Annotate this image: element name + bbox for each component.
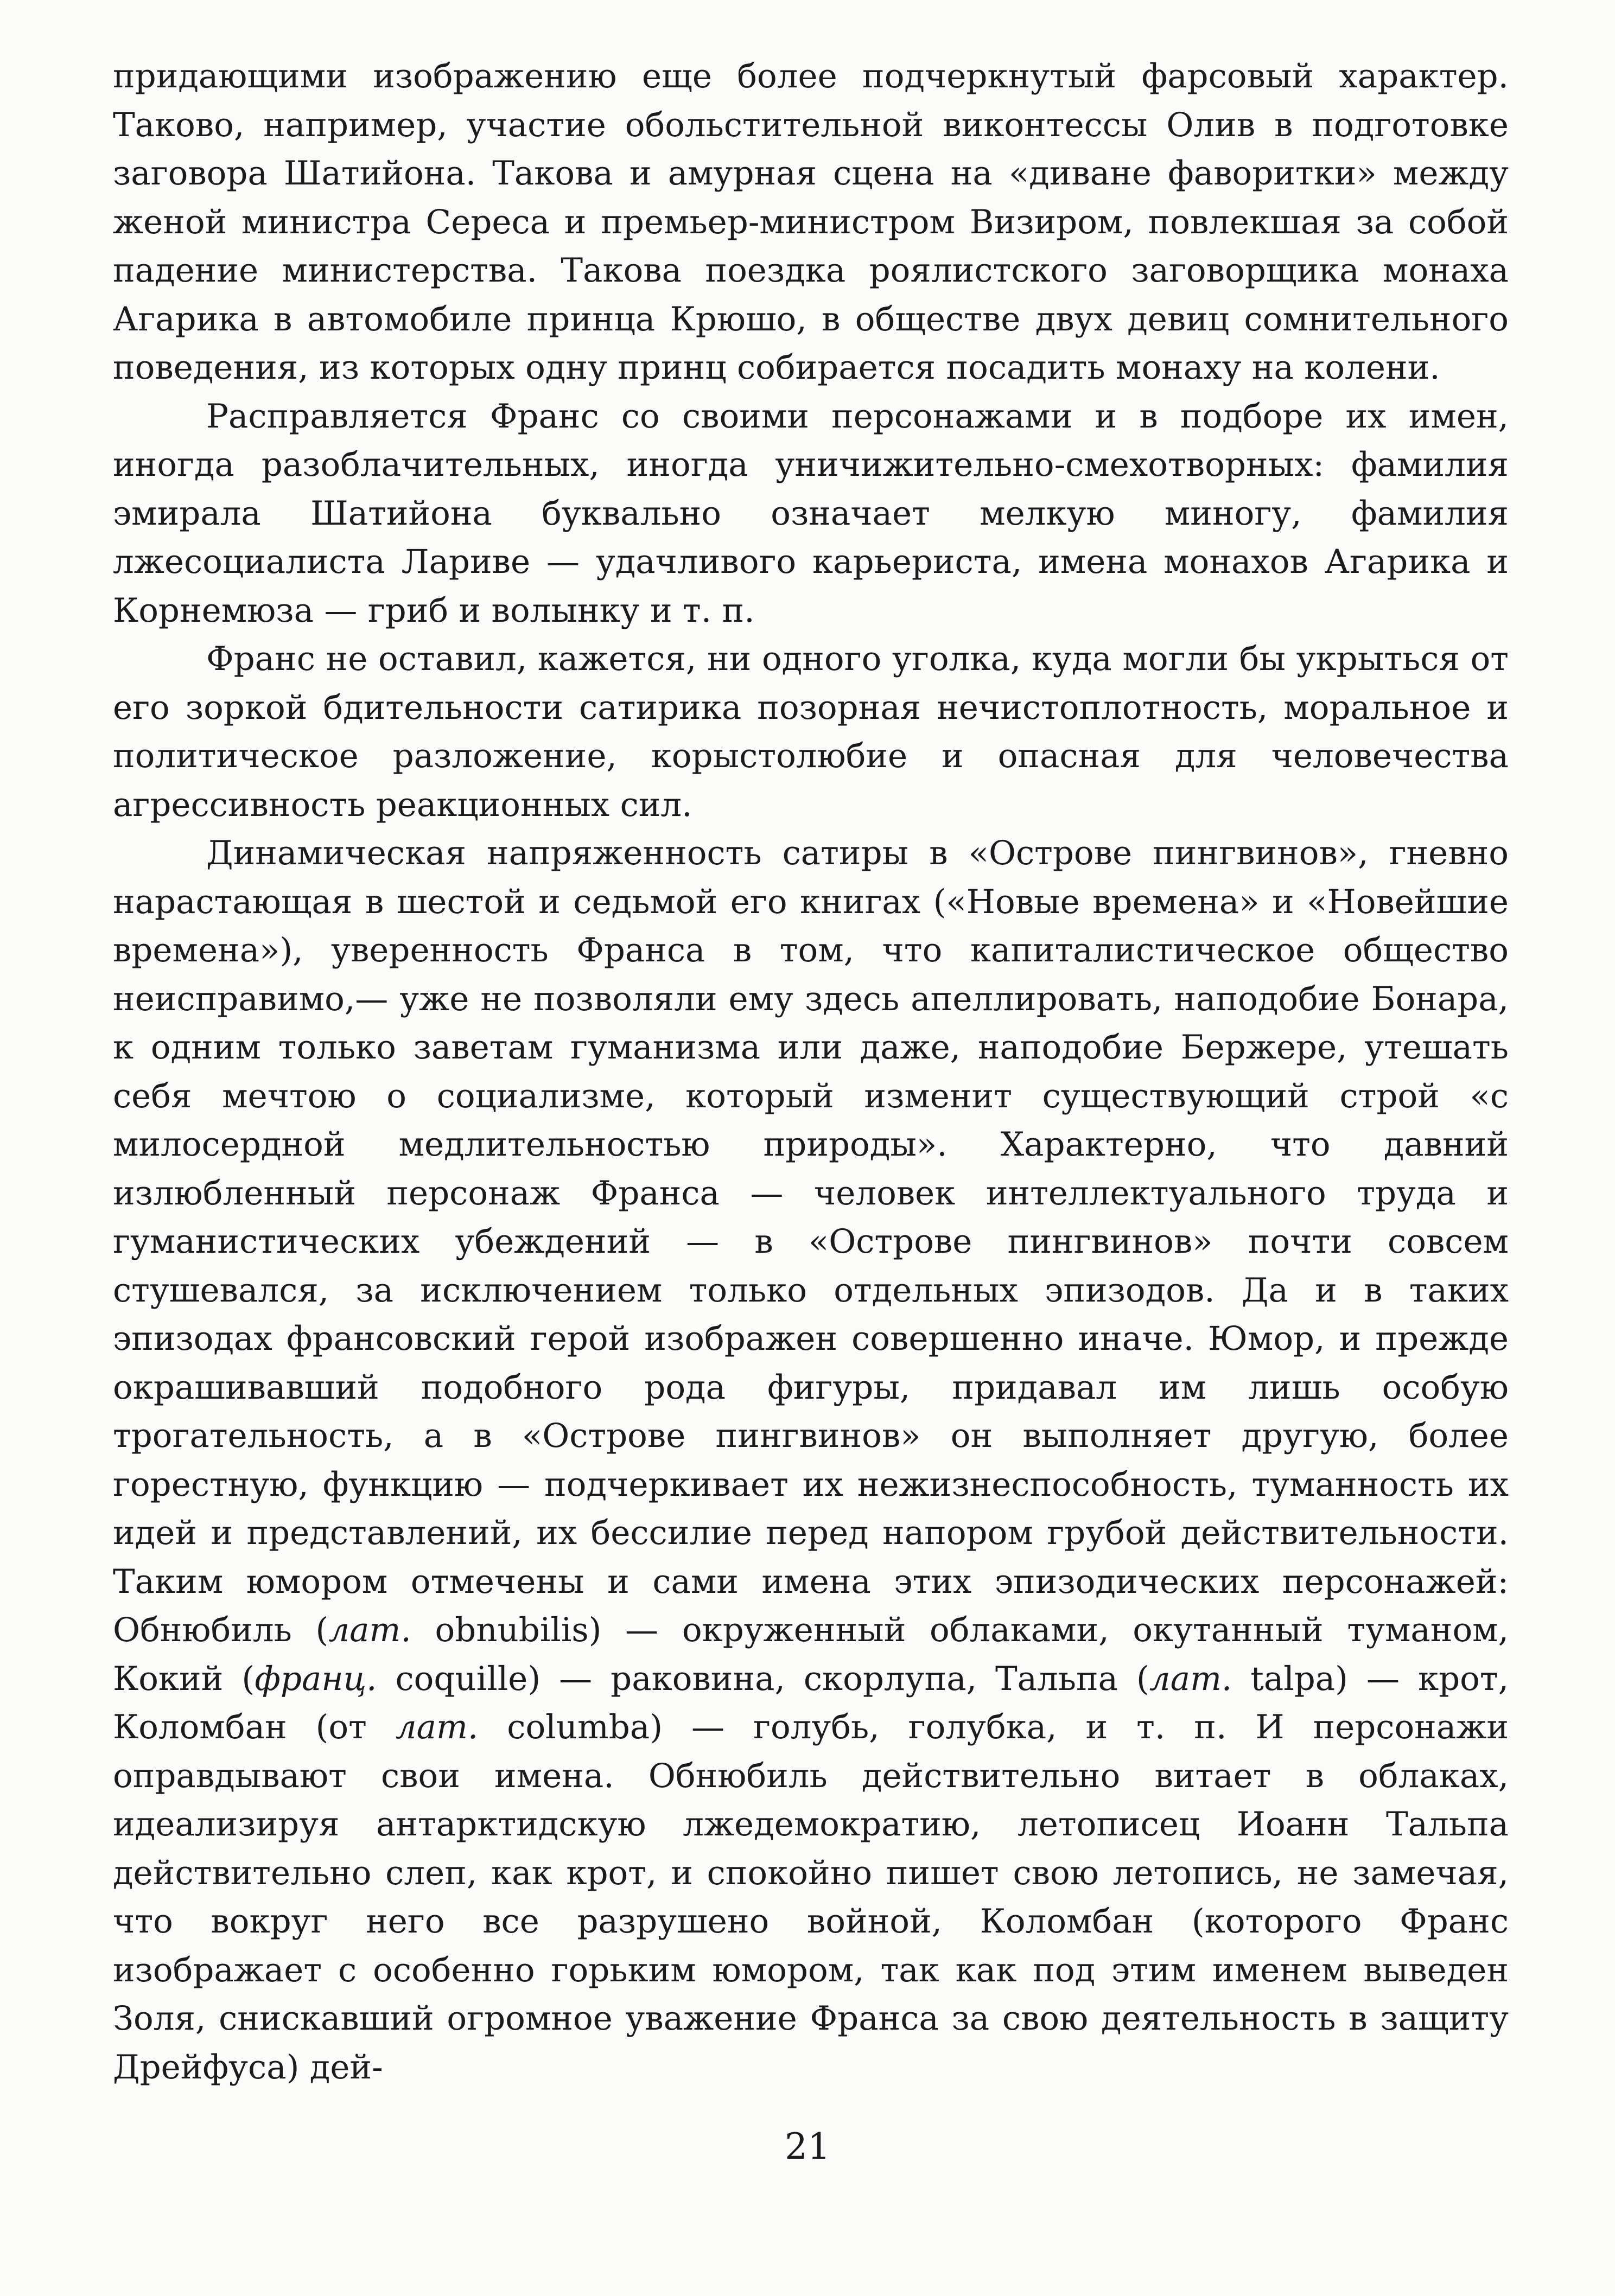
paragraph-2: Расправляется Франс со своими персонажами и в подборе их имен, иногда разоблачительных, иногда уничижительно-смехотворных: фамилия эмирала Шатийона буквально означает мелкую миногу, фамилия лжесоциалиста Лариве — удачливого карьериста, имена монахов Агарика и Корнемюза — гриб и волынку и т. п. bbox=[113, 397, 1509, 630]
paragraph-4-part-6: лат. bbox=[1149, 1659, 1232, 1698]
paragraph-3: Франс не оставил, кажется, ни одного уголка, куда могли бы укрыться от его зоркой бдительности сатирика позорная нечистоплотность, моральное и политическое разложение, корыстолюбие и опасная для человечества агрессивность реакционных сил. bbox=[113, 640, 1509, 824]
paragraph-4-part-2: лат. bbox=[328, 1611, 411, 1649]
paragraph-4-part-5: coquille) — раковина, скорлупа, Тальпа ( bbox=[377, 1659, 1149, 1698]
paragraph-4-part-7: talpa) — крот, Коломбан (от bbox=[113, 1659, 1509, 1746]
paragraph-4-part-3: obnubilis) — окруженный облаками, окутанный туманом, Кокий ( bbox=[113, 1611, 1509, 1698]
paragraph-4 bbox=[113, 829, 1509, 2091]
paragraph-4-part-4: франц. bbox=[255, 1659, 377, 1698]
page-number: 21 bbox=[785, 2126, 830, 2167]
paragraph-1: придающими изображению еще более подчеркнутый фарсовый характер. Таково, например, участие обольстительной виконтессы Олив в подготовке заговора Шатийона. Такова и амурная сцена на «диване фаворитки» между женой министра Сереса и премьер-министром Визиром, повлекшая за собой падение министерства. Такова поездка роялистского заговорщика монаха Агарика в автомобиле принца Крюшо, в обществе двух девиц сомнительного поведения, из которых одну принц собирается посадить монаху на колени. bbox=[113, 57, 1509, 387]
paragraph-4-part-9: columba) — голубь, голубка, и т. п. И персонажи оправдывают свои имена. Обнюбиль действительно витает в облаках, идеализируя антарктидскую лжедемократию, летописец Иоанн Тальпа действительно слеп, как крот, и спокойно пишет свою летопись, не замечая, что вокруг него все разрушено войной, Коломбан (которого Франс изображает с особенно горьким юмором, так как под этим именем выведен Золя, снискавший огромное уважение Франса за свою деятельность в защиту Дрейфуса) дей- bbox=[113, 1708, 1509, 2087]
paragraph-4-part-1: Динамическая напряженность сатиры в «Острове пингвинов», гневно нарастающая в шестой и седьмой его книгах («Новые времена» и «Новейшие времена»), уверенность Франса в том, что капиталистическое общество неисправимо,— уже не позволяли ему здесь апеллировать, наподобие Бонара, к одним только заветам гуманизма или даже, наподобие Бержере, утешать себя мечтою о социализме, который изменит существующий строй «с милосердной медлительностью природы». Характерно, что давний излюбленный персонаж Франса — человек интеллектуального труда и гуманистических убеждений — в «Острове пингвинов» почти совсем стушевался, за исключением только отдельных эпизодов. Да и в таких эпизодах франсовский герой изображен совершенно иначе. Юмор, и прежде окрашивавший подобного рода фигуры, придавал им лишь особую трогательность, а в «Острове пингвинов» он выполняет другую, более горестную, функцию — подчеркивает их нежизнеспособность, туманность их идей и представлений, их бессилие перед напором грубой действительности. Таким юмором отмечены и сами имена этих эпизодических персонажей: Обнюбиль ( bbox=[113, 834, 1509, 1649]
paragraph-4-part-8: лат. bbox=[395, 1708, 479, 1746]
body-text bbox=[113, 52, 1509, 2091]
